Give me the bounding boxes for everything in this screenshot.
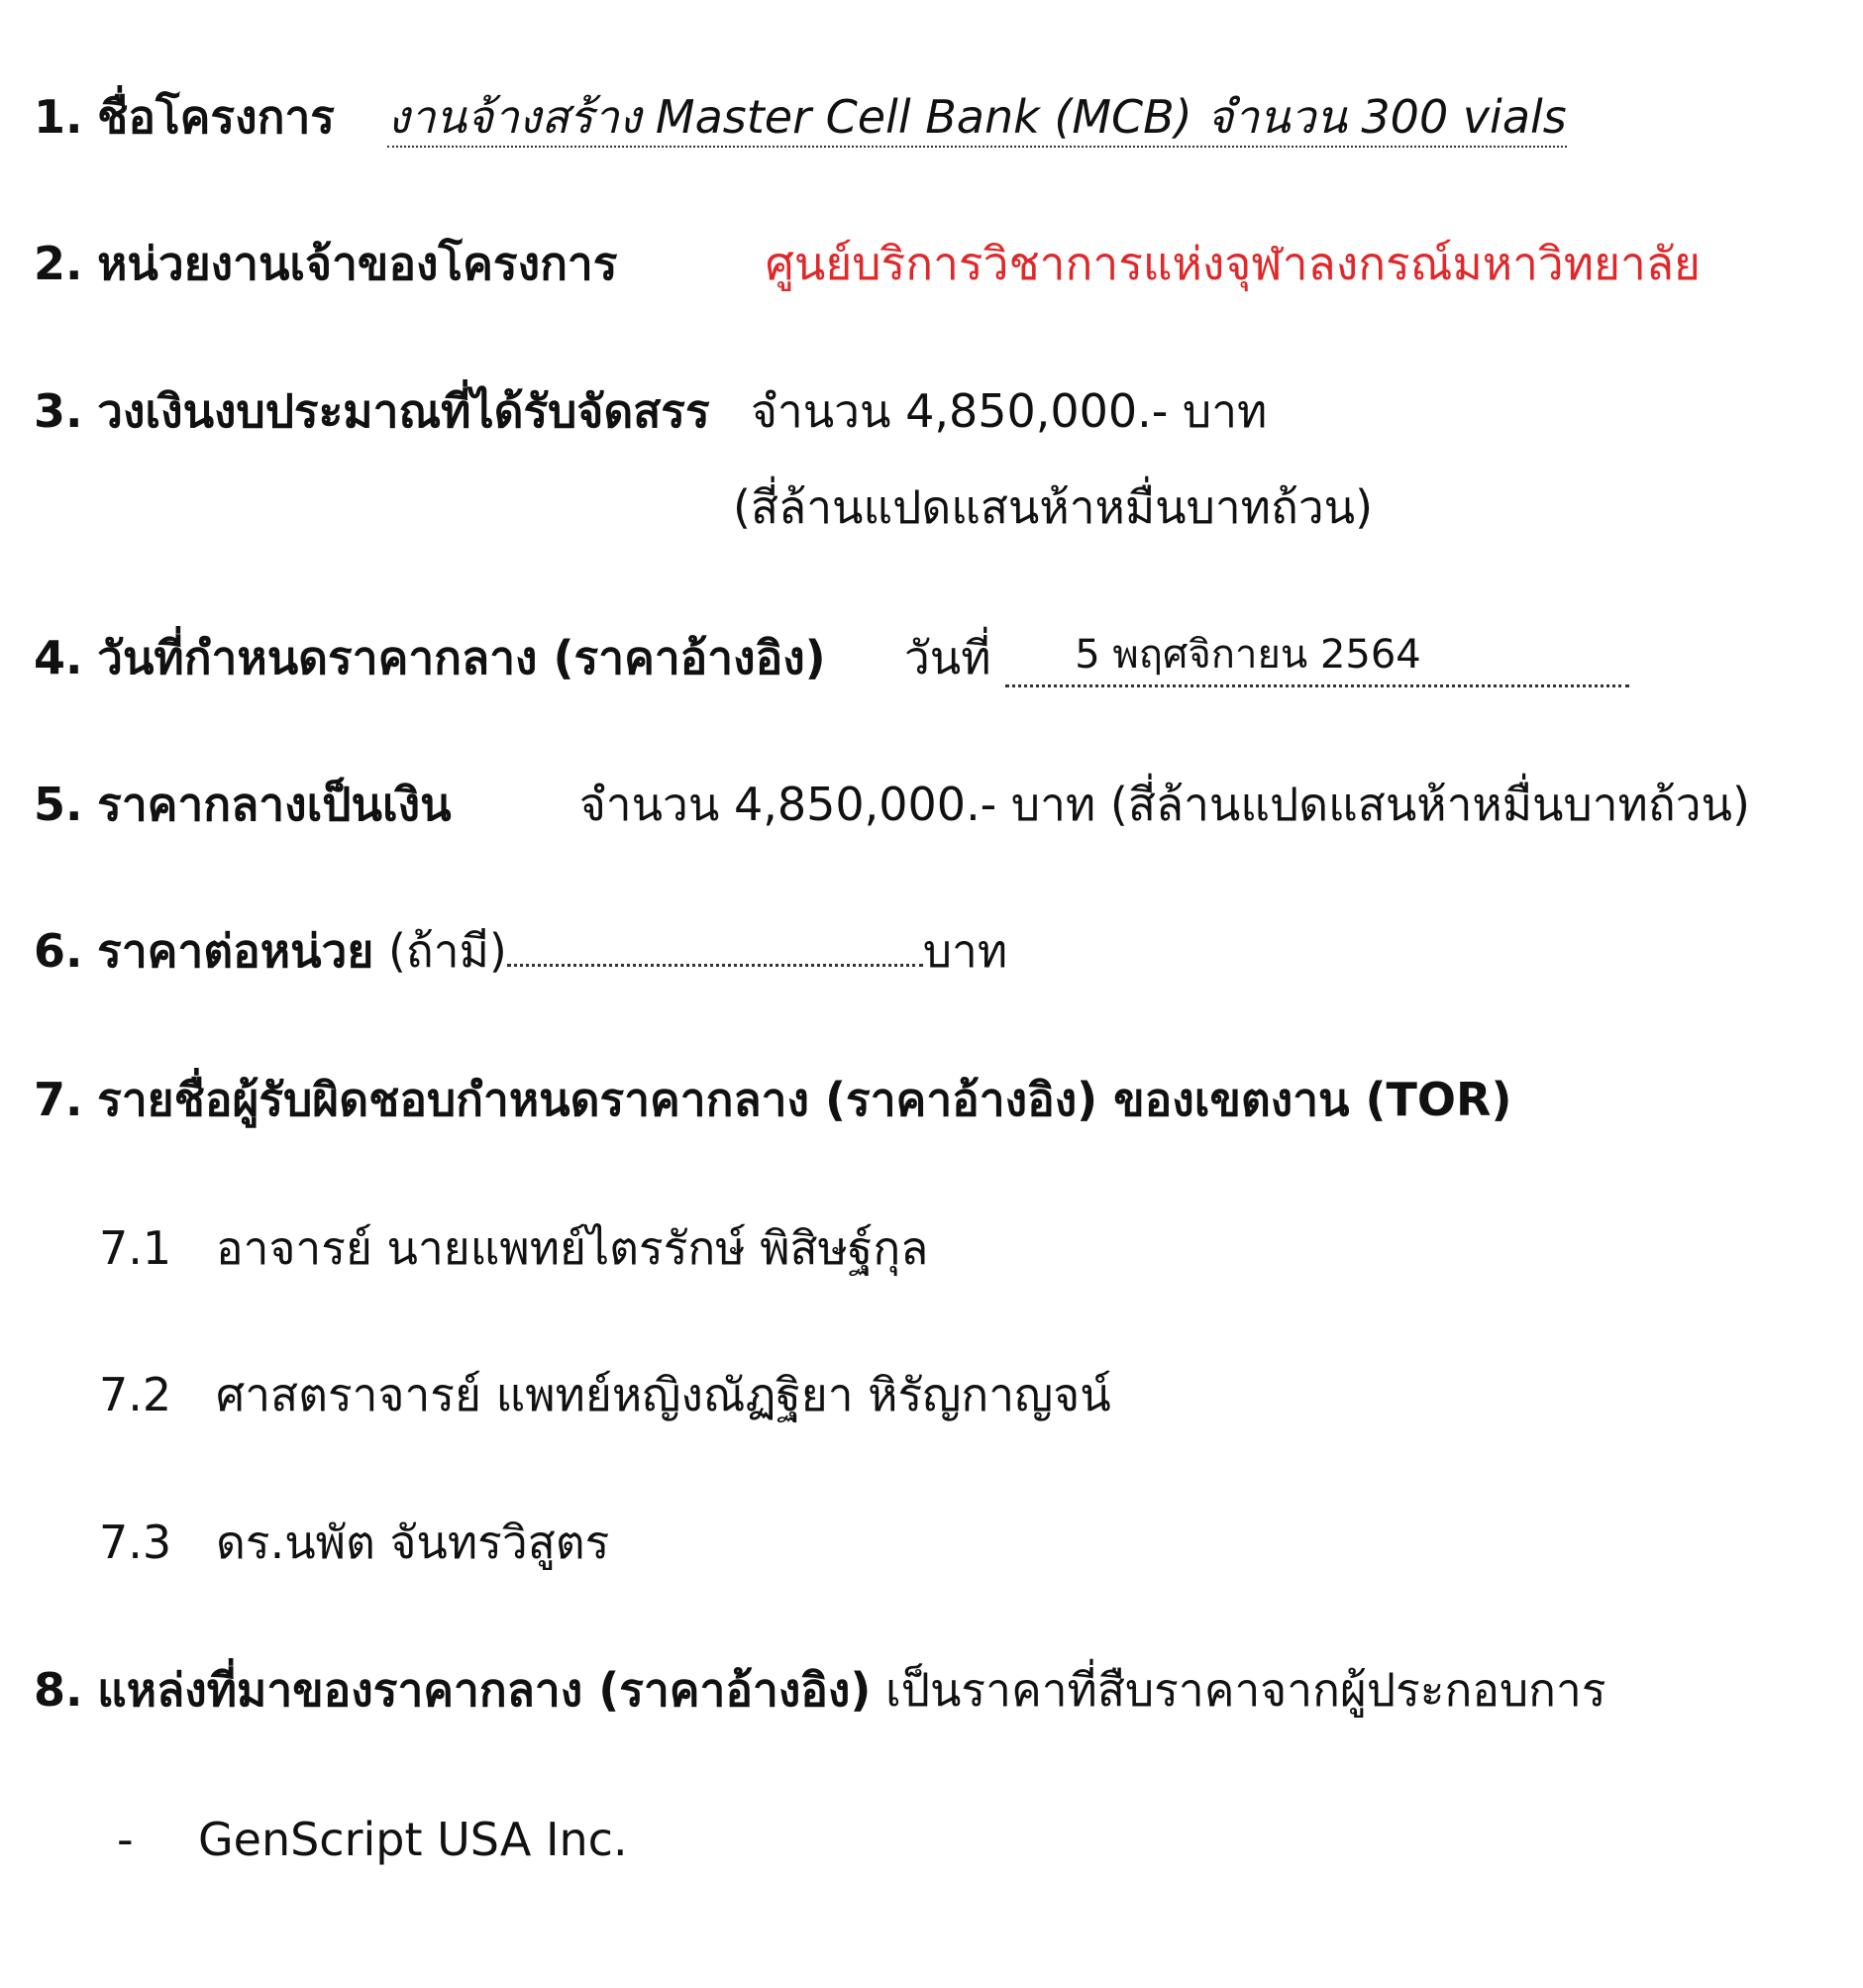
item-label: รายชื่อผู้รับผิดชอบกำหนดราคากลาง (ราคาอ้างอิง) ของเขตงาน (TOR) [97, 1073, 1512, 1126]
date-prefix: วันที่ [903, 631, 991, 684]
member-number: 7.1 [99, 1221, 172, 1275]
item-number: 6. [34, 924, 83, 978]
member-number: 7.3 [99, 1516, 172, 1569]
source-name: GenScript USA Inc. [198, 1813, 628, 1866]
item-7-responsible-persons [34, 1070, 1511, 1129]
unit-price-blank [507, 964, 923, 967]
item-number: 3. [34, 384, 83, 438]
bullet-dash: - [117, 1813, 134, 1866]
item-number: 8. [34, 1663, 83, 1717]
item-5-median-price [34, 775, 1750, 834]
item-number: 1. [34, 90, 83, 144]
item-6-unit-price [34, 921, 1007, 981]
item-label: ราคาต่อหน่วย [97, 924, 374, 978]
member-name: อาจารย์ นายแพทย์ไตรรักษ์ พิสิษฐ์กุล [216, 1221, 929, 1275]
member-name: ดร.นพัต จันทรวิสูตร [216, 1516, 610, 1569]
budget-value-in-words: (สี่ล้านแปดแสนห้าหมื่นบาทถ้วน) [733, 480, 1374, 534]
item-8-price-source [34, 1660, 1606, 1720]
project-name-value: งานจ้างสร้าง Master Cell Bank (MCB) จำนวน 300 vials [387, 90, 1567, 148]
item-label: ชื่อโครงการ [97, 90, 335, 144]
item-number: 5. [34, 778, 83, 831]
item-number: 7. [34, 1073, 83, 1126]
item-label: หน่วยงานเจ้าของโครงการ [97, 237, 618, 290]
median-price-value: จำนวน 4,850,000.- บาท (สี่ล้านแปดแสนห้าหมื่นบาทถ้วน) [578, 778, 1750, 831]
item-2-owner-agency [34, 234, 1701, 293]
item-label: ราคากลางเป็นเงิน [97, 778, 452, 831]
member-name: ศาสตราจารย์ แพทย์หญิงณัฏฐิยา หิรัญกาญจน์ [216, 1368, 1111, 1421]
unit-price-note: (ถ้ามี) [387, 924, 507, 978]
budget-value: จำนวน 4,850,000.- บาท [750, 384, 1268, 438]
item-label: แหล่งที่มาของราคากลาง (ราคาอ้างอิง) [97, 1663, 872, 1717]
item-number: 2. [34, 237, 83, 290]
item-4-reference-date [34, 628, 1629, 693]
item-label: วันที่กำหนดราคากลาง (ราคาอ้างอิง) [97, 631, 826, 684]
unit-price-unit: บาท [922, 924, 1008, 978]
item-number: 4. [34, 631, 83, 684]
owner-agency-value: ศูนย์บริการวิชาการแห่งจุฬาลงกรณ์มหาวิทยาลัย [765, 237, 1701, 290]
price-source-value: เป็นราคาที่สืบราคาจากผู้ประกอบการ [885, 1663, 1606, 1717]
member-number: 7.2 [99, 1368, 172, 1421]
item-1-project-name [34, 87, 1567, 147]
item-label: วงเงินงบประมาณที่ได้รับจัดสรร [97, 384, 710, 438]
date-value: 5 พฤศจิกายน 2564 [1005, 625, 1629, 687]
item-3-budget [34, 381, 1267, 441]
